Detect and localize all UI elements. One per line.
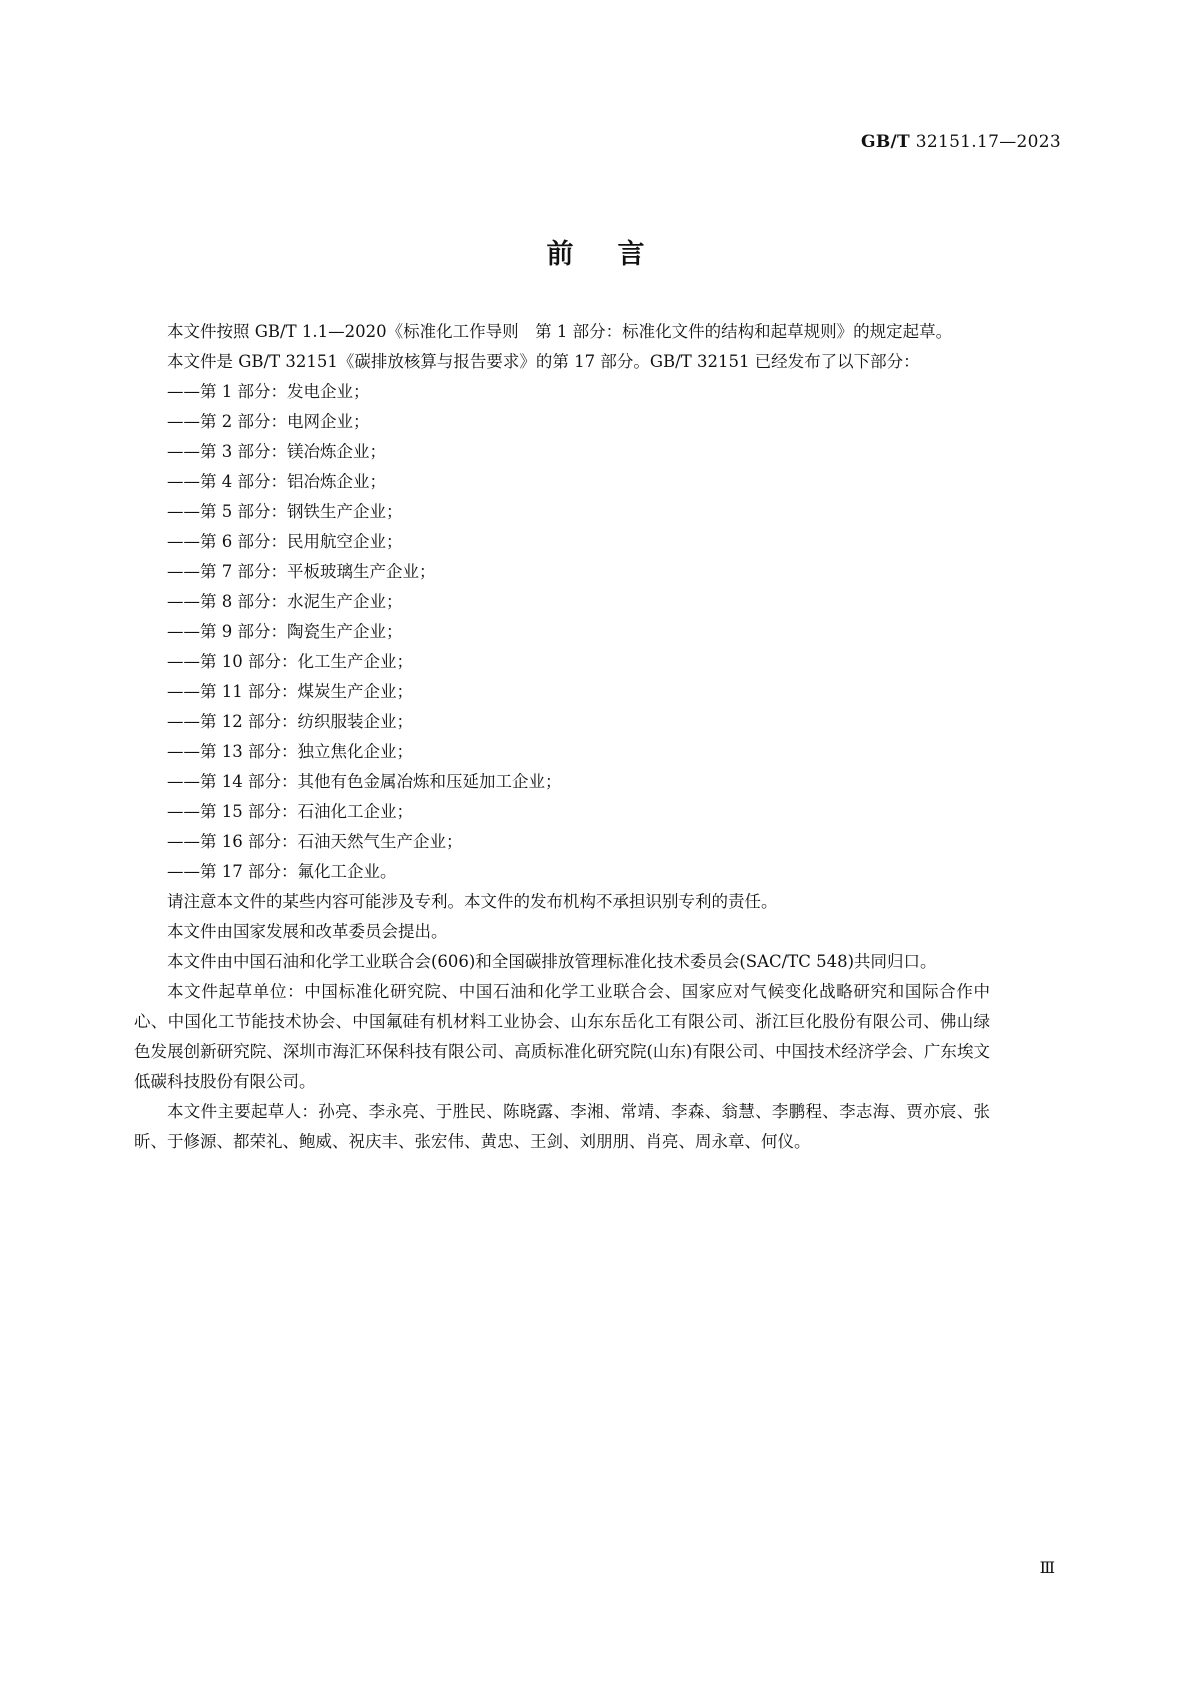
- standard-code: [861, 132, 1061, 152]
- list-item: ——第 10 部分：化工生产企业；: [167, 652, 413, 671]
- list-item: ——第 4 部分：铝冶炼企业；: [167, 472, 386, 491]
- paragraph-drafting-rules: 本文件按照 GB/T 1.1—2020《标准化工作导则 第 1 部分：标准化文件的结构和起草规则》的规定起草。: [167, 322, 953, 341]
- paragraph-series-intro: 本文件是 GB/T 32151《碳排放核算与报告要求》的第 17 部分。GB/T 32151 已经发布了以下部分：: [167, 352, 920, 371]
- list-item: ——第 16 部分：石油天然气生产企业；: [167, 832, 463, 851]
- list-item: ——第 15 部分：石油化工企业；: [167, 802, 413, 821]
- parts-list: [134, 377, 990, 887]
- paragraph-centralized-by: 本文件由中国石油和化学工业联合会(606)和全国碳排放管理标准化技术委员会(SAC/TC 548)共同归口。: [167, 952, 937, 971]
- list-item: ——第 14 部分：其他有色金属冶炼和压延加工企业；: [167, 772, 562, 791]
- paragraph-drafting-units: 本文件起草单位：中国标准化研究院、中国石油和化学工业联合会、国家应对气候变化战略研究和国际合作中心、中国化工节能技术协会、中国氟硅有机材料工业协会、山东东岳化工有限公司、浙江巨化股份有限公司、佛山绿色发展创新研究院、深圳市海汇环保科技有限公司、高质标准化研究院(山东)有限公司、中国技术经济学会、广东埃文低碳科技股份有限公司。: [134, 982, 990, 1091]
- list-item: ——第 5 部分：钢铁生产企业；: [167, 502, 403, 521]
- paragraph-proposed-by: 本文件由国家发展和改革委员会提出。: [167, 922, 448, 941]
- standard-number: 32151.17—2023: [915, 132, 1061, 152]
- paragraph-patent-notice: 请注意本文件的某些内容可能涉及专利。本文件的发布机构不承担识别专利的责任。: [167, 892, 778, 911]
- list-item: ——第 7 部分：平板玻璃生产企业；: [167, 562, 436, 581]
- list-item: ——第 9 部分：陶瓷生产企业；: [167, 622, 403, 641]
- list-item: ——第 1 部分：发电企业；: [167, 382, 370, 401]
- page-number: Ⅲ: [1039, 1558, 1055, 1577]
- list-item: ——第 3 部分：镁冶炼企业；: [167, 442, 386, 461]
- list-item: ——第 6 部分：民用航空企业；: [167, 532, 403, 551]
- paragraph-drafters: 本文件主要起草人：孙亮、李永亮、于胜民、陈晓露、李湘、常靖、李森、翁慧、李鹏程、李志海、贾亦宸、张昕、于修源、都荣礼、鲍威、祝庆丰、张宏伟、黄忠、王剑、刘朋朋、肖亮、周永章、何仪。: [134, 1102, 990, 1151]
- page-title: 前言: [546, 239, 689, 270]
- list-item: ——第 8 部分：水泥生产企业；: [167, 592, 403, 611]
- list-item: ——第 17 部分：氟化工企业。: [167, 862, 397, 881]
- standard-prefix: GB/T: [861, 132, 910, 152]
- list-item: ——第 12 部分：纺织服装企业；: [167, 712, 413, 731]
- list-item: ——第 13 部分：独立焦化企业；: [167, 742, 413, 761]
- list-item: ——第 2 部分：电网企业；: [167, 412, 370, 431]
- document-body: [134, 317, 990, 1157]
- list-item: ——第 11 部分：煤炭生产企业；: [167, 682, 413, 701]
